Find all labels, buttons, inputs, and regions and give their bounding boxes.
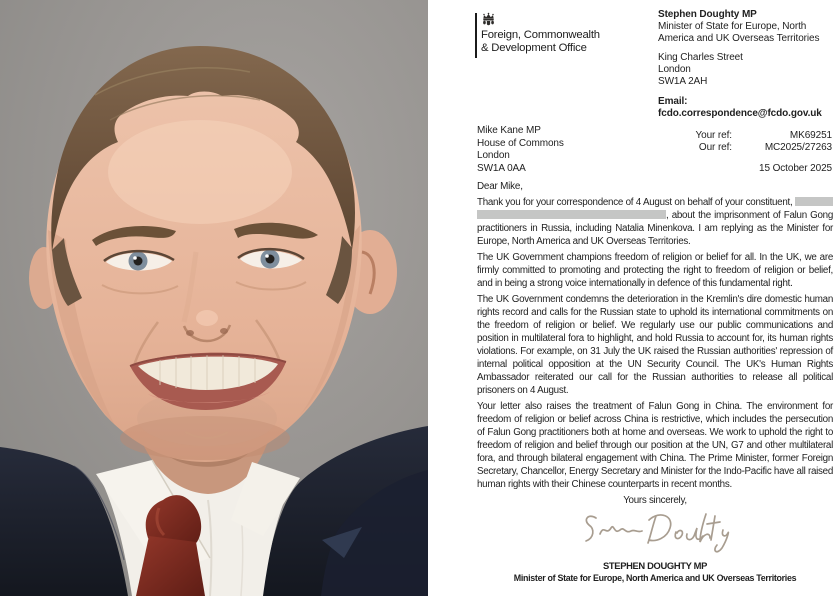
royal-crest-icon bbox=[481, 12, 496, 28]
redaction-box-1 bbox=[795, 197, 833, 206]
paragraph-3: The UK Government condemns the deterioration in the Kremlin's dire domestic human rights record and calls for the Russian state to uphold its international commitments on the freedom of religion or belief. We regularly use our public communications and position in multilateral fora to highlight, and hold Russia to account for, its human rights violations. For example, on 31 July the UK raised the Russian authorities' repression of internal political opposition at the UN Security Council. The UK's Human Rights Ambassador reiterated our call for the Russian authorities to release all political prisoners on 4 August. bbox=[477, 294, 833, 396]
letter-document bbox=[428, 0, 840, 600]
paragraph-1 bbox=[477, 196, 833, 248]
sender-address-line3: SW1A 2AH bbox=[658, 76, 708, 88]
recipient-name: Mike Kane MP bbox=[477, 125, 541, 136]
paragraph-1-text-before: Thank you for your correspondence of 4 August on behalf of your constituent, bbox=[477, 197, 793, 208]
department-name-line2: & Development Office bbox=[481, 42, 587, 54]
your-ref-value: MK69251 bbox=[789, 130, 832, 141]
recipient-address bbox=[477, 125, 564, 175]
paragraph-2: The UK Government champions freedom of religion or belief for all. In the UK, we are firmly committed to promoting and protecting the right to freedom of religion or belief, and in being a strong voice internationally in defence of this fundamental right. bbox=[477, 252, 833, 289]
redaction-box-2 bbox=[477, 210, 666, 219]
email-label: Email: bbox=[658, 95, 688, 107]
recipient-address-line3: SW1A 0AA bbox=[477, 162, 526, 174]
your-ref-row bbox=[632, 130, 832, 142]
signature-handwriting bbox=[580, 508, 730, 554]
sender-name: Stephen Doughty MP bbox=[658, 9, 757, 20]
fcdo-logo bbox=[475, 12, 625, 62]
recipient-address-line1: House of Commons bbox=[477, 137, 564, 149]
your-ref-label: Your ref: bbox=[695, 130, 732, 141]
sender-title-line2: America and UK Overseas Territories bbox=[658, 33, 820, 44]
sender-address-line2: London bbox=[658, 64, 691, 76]
sender-title-line1: Minister of State for Europe, North bbox=[658, 21, 807, 32]
signoff-title: Minister of State for Europe, North America and UK Overseas Territories bbox=[513, 573, 797, 583]
salutation: Dear Mike, bbox=[477, 181, 523, 192]
closing: Yours sincerely, bbox=[623, 495, 687, 506]
paragraph-1-text-after: , about the imprisonment of Falun Gong practitioners in Russia, including Natalia Minenkova. I am replying as the Minister for Europe, North America and UK Overseas Territories. bbox=[477, 210, 833, 247]
letter-date: 15 October 2025 bbox=[759, 163, 832, 174]
department-name-line1: Foreign, Commonwealth bbox=[481, 29, 600, 41]
our-ref-row bbox=[632, 142, 832, 154]
signoff-name: STEPHEN DOUGHTY MP bbox=[603, 560, 707, 571]
letter-body bbox=[477, 196, 833, 584]
signature bbox=[477, 508, 833, 554]
recipient-address-line2: London bbox=[477, 150, 510, 162]
logo-vertical-bar bbox=[475, 13, 477, 58]
sender-address-line1: King Charles Street bbox=[658, 52, 743, 63]
reference-block bbox=[632, 130, 832, 155]
sender-details bbox=[658, 9, 840, 120]
email-address: fcdo.correspondence@fcdo.gov.uk bbox=[658, 107, 822, 119]
paragraph-4: Your letter also raises the treatment of Falun Gong in China. The environment for freedom of religion or belief across China is restrictive, which includes the persecution of Falun Gong practitioners both at home and overseas. We work to uphold the right to freedom of religion and belief through our position at the UN, G7 and other multilateral fora, and through bilateral engagement with China. The Prime Minister, former Foreign Secretary, Chancellor, Energy Secretary and Minister for the Indo-Pacific have all raised human rights with their Chinese counterparts in recent months. bbox=[477, 401, 833, 490]
our-ref-value: MC2025/27263 bbox=[764, 142, 832, 154]
our-ref-label: Our ref: bbox=[698, 142, 732, 154]
